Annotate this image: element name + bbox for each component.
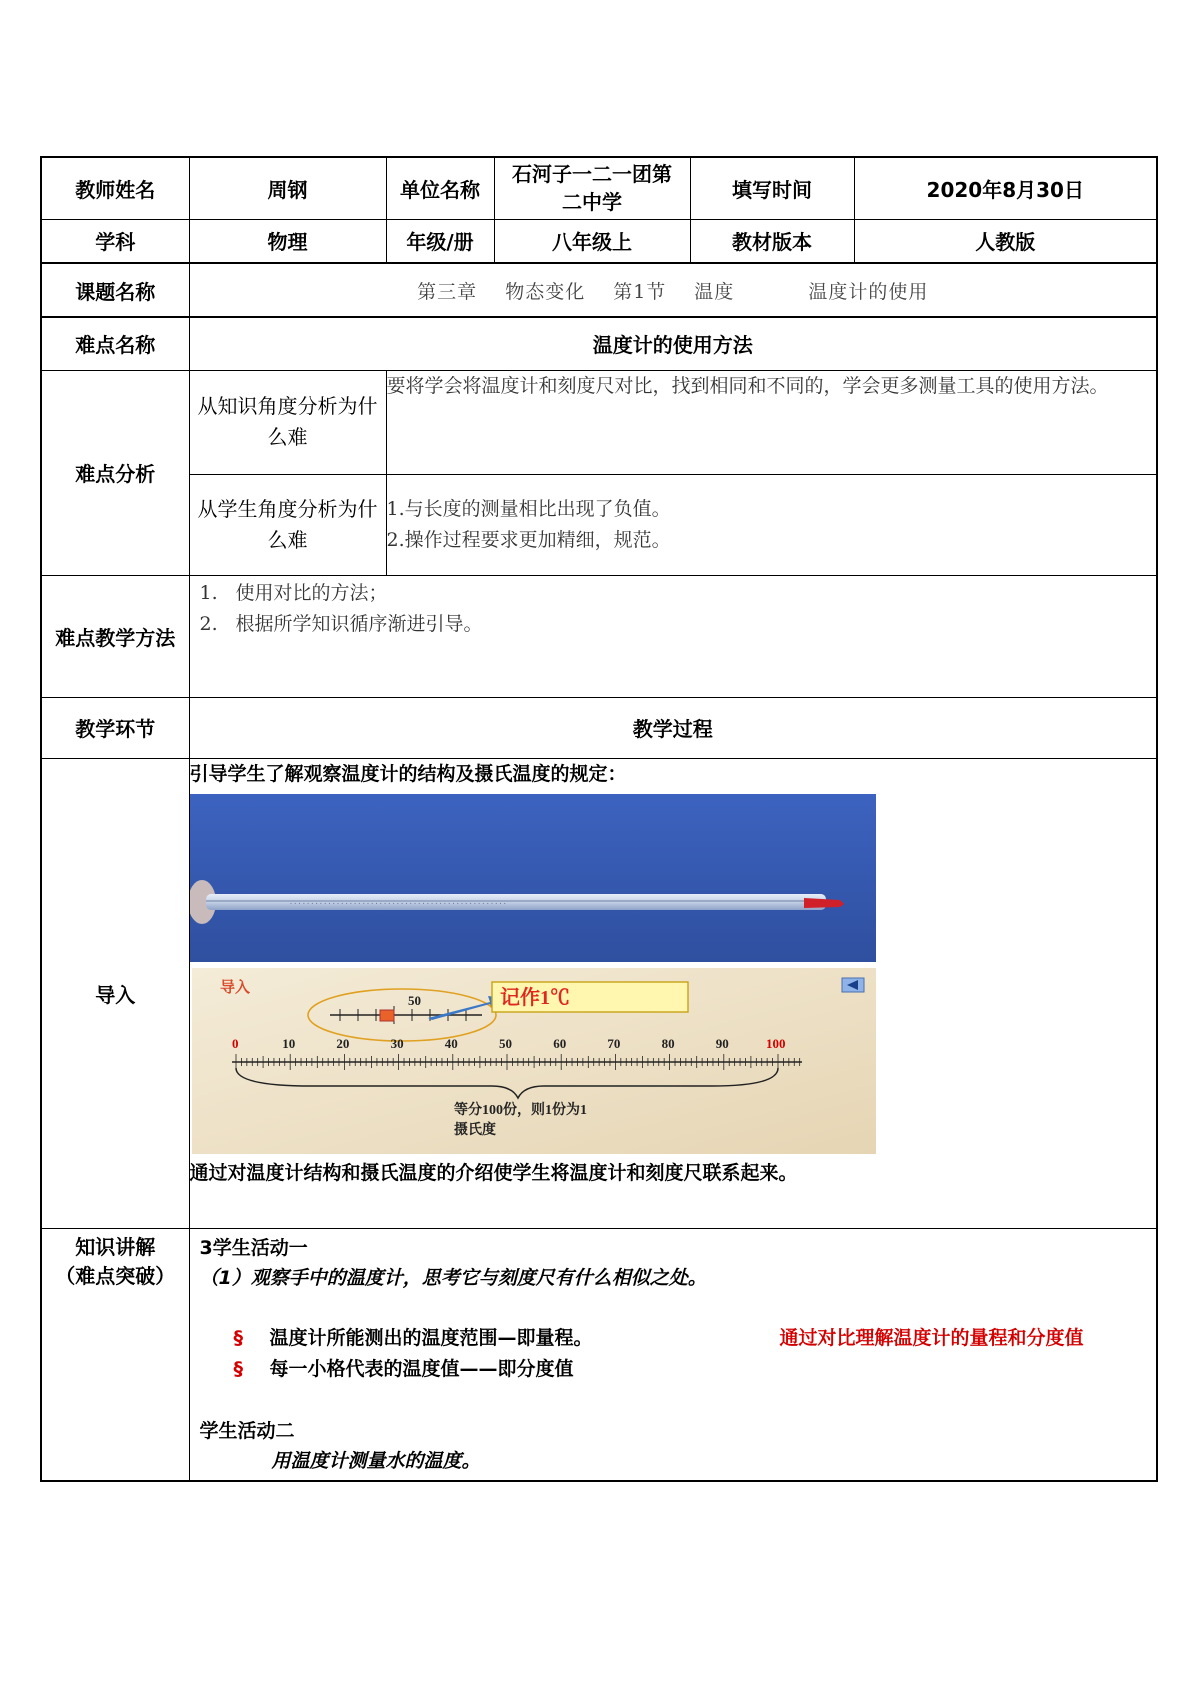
student-answer-2: 2.操作过程要求更加精细，规范。: [386, 528, 671, 551]
ruler-tick-label: 90: [715, 1035, 729, 1051]
ruler-tick-label: 80: [661, 1035, 675, 1051]
ruler-tick-label: 10: [281, 1035, 295, 1051]
edition-value: 人教版: [854, 219, 1157, 263]
thermometer-photo: [190, 794, 876, 962]
analysis-row-student: [41, 474, 1157, 575]
topic-label: 课题名称: [41, 263, 189, 317]
topic-section: 第1节: [613, 280, 667, 303]
svg-text:· · · · · · · · · ·: · · · · · · · · · · · · · · · · · · · · · · · · · · · · · · · · · · · · · · · · · · · · · · · · · · ·: [289, 900, 506, 908]
ruler-tick-label: 0: [231, 1035, 238, 1051]
unit-name: 石河子一二一团第二中学: [494, 157, 690, 219]
knowledge-label-line2: （难点突破）: [55, 1263, 176, 1288]
methods-item: [200, 578, 1147, 609]
ruler-tick-label: 100: [765, 1035, 785, 1051]
header-row-2: [41, 219, 1157, 263]
difficulty-label: 难点名称: [41, 317, 189, 370]
methods-item-text: 使用对比的方法；: [235, 581, 388, 604]
marker-block: [380, 1010, 394, 1021]
analysis-label: 难点分析: [41, 370, 189, 575]
topic-section-title: 温度: [694, 280, 735, 303]
knowledge-answer: 要将学会将温度计和刻度尺对比，找到相同和不同的，学会更多测量工具的使用方法。: [386, 370, 1157, 474]
methods-item-num: 1.: [199, 581, 218, 604]
knowledge-label-line1: 知识讲解: [75, 1234, 156, 1259]
process-label: 教学过程: [189, 697, 1157, 758]
student-answer: [386, 474, 1157, 575]
methods-label: 难点教学方法: [41, 575, 189, 697]
intro-row: [41, 758, 1157, 1228]
caption-line-1: 等分100份，则1份为1: [453, 1102, 587, 1118]
intro-content: [189, 758, 1157, 1228]
unit-label: 单位名称: [386, 157, 494, 219]
topic-value: [189, 263, 1157, 317]
methods-list: [190, 578, 1157, 640]
knowledge-content: [189, 1228, 1157, 1481]
methods-item-text: 根据所学知识循序渐进引导。: [235, 612, 483, 635]
caption-line-2: 摄氏度: [453, 1122, 496, 1138]
stage-label: 教学环节: [41, 697, 189, 758]
knowledge-label: [41, 1228, 189, 1481]
grade-value: 八年级上: [494, 219, 690, 263]
activity-1-question: （1）观察手中的温度计，思考它与刻度尺有什么相似之处。: [199, 1266, 707, 1289]
fill-date: 2020年8月30日: [854, 157, 1157, 219]
ruler-slide: [192, 968, 876, 1154]
date-label: 填写时间: [690, 157, 854, 219]
teacher-name: 周钢: [189, 157, 386, 219]
slide-title: 导入: [219, 979, 250, 996]
teacher-label: 教师姓名: [41, 157, 189, 219]
methods-item-num: 2.: [199, 612, 218, 635]
methods-content: [189, 575, 1157, 697]
grade-label: 年级/册: [386, 219, 494, 263]
intro-label: 导入: [41, 758, 189, 1228]
student-answer-1: 1.与长度的测量相比出现了负值。: [386, 497, 671, 520]
analysis-row-knowledge: [41, 370, 1157, 474]
zoom-label: 50: [407, 992, 421, 1008]
methods-item: [200, 609, 1147, 640]
methods-row: [41, 575, 1157, 697]
ruler-tick-label: 20: [335, 1035, 349, 1051]
bullet-icon: §: [233, 1357, 243, 1380]
knowledge-row: [41, 1228, 1157, 1481]
lesson-plan-table: [40, 156, 1158, 1482]
intro-conclusion: 通过对温度计结构和摄氏温度的介绍使学生将温度计和刻度尺联系起来。: [189, 1161, 798, 1184]
topic-chapter: 第三章: [417, 280, 478, 303]
activity-2-title: 学生活动二: [199, 1419, 295, 1442]
edition-label: 教材版本: [690, 219, 854, 263]
activity-1-title: 3学生活动一: [199, 1236, 308, 1259]
ruler-tick-label: 50: [498, 1035, 512, 1051]
bullet-list: [200, 1323, 1147, 1385]
intro-heading: 引导学生了解观察温度计的结构及摄氏温度的规定：: [189, 762, 627, 785]
difficulty-value: 温度计的使用方法: [189, 317, 1157, 370]
subject-value: 物理: [189, 219, 386, 263]
topic-chapter-title: 物态变化: [505, 280, 586, 303]
student-question: 从学生角度分析为什么难: [189, 474, 386, 575]
knowledge-question: 从知识角度分析为什么难: [189, 370, 386, 474]
topic-row: [41, 263, 1157, 317]
bullet-text: 温度计所能测出的温度范围—即量程。: [269, 1326, 593, 1349]
header-row-1: [41, 157, 1157, 219]
bullet-text: 每一小格代表的温度值——即分度值: [269, 1357, 574, 1380]
subject-label: 学科: [41, 219, 189, 263]
highlight-note: 通过对比理解温度计的量程和分度值: [779, 1326, 1084, 1349]
difficulty-row: [41, 317, 1157, 370]
ruler-tick-label: 70: [606, 1035, 620, 1051]
bullet-item: [200, 1354, 1147, 1385]
ruler-tick-label: 30: [390, 1035, 404, 1051]
ruler-tick-label: 60: [552, 1035, 566, 1051]
bullet-icon: §: [233, 1326, 243, 1349]
lesson-plan-page: [40, 156, 1156, 1482]
process-header-row: [41, 697, 1157, 758]
topic-lesson: 温度计的使用: [808, 280, 929, 303]
activity-2-task: 用温度计测量水的温度。: [271, 1449, 481, 1472]
ruler-tick-label: 40: [444, 1035, 458, 1051]
callout-text: 记作1℃: [499, 986, 570, 1009]
